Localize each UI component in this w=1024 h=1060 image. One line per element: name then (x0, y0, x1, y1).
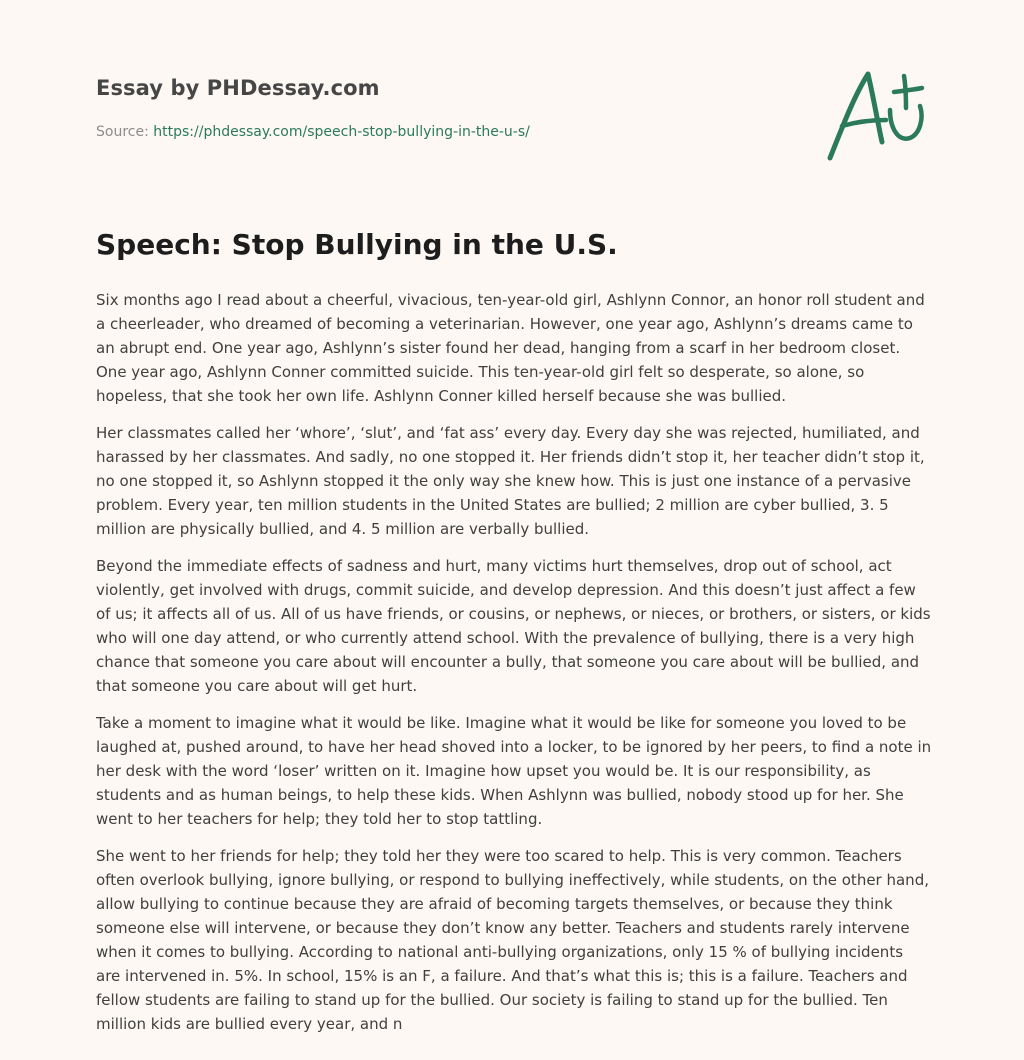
source-link[interactable]: https://phdessay.com/speech-stop-bullying-in-the-u-s/ (153, 124, 530, 140)
source-line (96, 124, 530, 140)
paragraph: She went to her friends for help; they told her they were too scared to help. This is very common. Teachers often overlook bullying, ignore bullying, or respond to bullying ineffectively, while students, on the other hand, allow bullying to continue because they are afraid of becoming targets themselves, or because they think someone else will intervene, or because they don’t know any better. Teachers and students rarely intervene when it comes to bullying. According to national anti-bullying organizations, only 15 % of bullying incidents are intervened in. 5%. In school, 15% is an F, a failure. And that’s what this is; this is a failure. Teachers and fellow students are failing to stand up for the bullied. Our society is failing to stand up for the bullied. Ten million kids are bullied every year, and n (96, 847, 929, 1033)
site-title: Essay by PHDessay.com (96, 76, 380, 100)
page-header (96, 0, 932, 200)
document-body (96, 288, 932, 1036)
paragraph: Beyond the immediate effects of sadness and hurt, many victims hurt themselves, drop out of school, act violently, get involved with drugs, commit suicide, and develop depression. And this doesn’t just affect a few of us; it affects all of us. All of us have friends, or cousins, or nephews, or nieces, or brothers, or sisters, or kids who will one day attend, or who currently attend school. With the prevalence of bullying, there is a very high chance that someone you care about will encounter a bully, that someone you care about will be bullied, and that someone you care about will get hurt. (96, 557, 931, 695)
a-plus-logo-icon (824, 66, 934, 166)
paragraph: Her classmates called her ‘whore’, ‘slut’, and ‘fat ass’ every day. Every day she was rejected, humiliated, and harassed by her classmates. And sadly, no one stopped it. Her friends didn’t stop it, her teacher didn’t stop it, no one stopped it, so Ashlynn stopped it the only way she knew how. This is just one instance of a pervasive problem. Every year, ten million students in the United States are bullied; 2 million are cyber bullied, 3. 5 million are physically bullied, and 4. 5 million are verbally bullied. (96, 424, 925, 538)
source-label: Source: (96, 124, 154, 140)
paragraph: Take a moment to imagine what it would be like. Imagine what it would be like for someone you loved to be laughed at, pushed around, to have her head shoved into a locker, to be ignored by her peers, to find a note in her desk with the word ‘loser’ written on it. Imagine how upset you would be. It is our responsibility, as students and as human beings, to help these kids. When Ashlynn was bullied, nobody stood up for her. She went to her teachers for help; they told her to stop tattling. (96, 714, 932, 828)
document-title: Speech: Stop Bullying in the U.S. (96, 228, 618, 261)
paragraph: Six months ago I read about a cheerful, vivacious, ten-year-old girl, Ashlynn Connor, an honor roll student and a cheerleader, who dreamed of becoming a veterinarian. However, one year ago, Ashlynn’s dreams came to an abrupt end. One year ago, Ashlynn’s sister found her dead, hanging from a scarf in her bedroom closet. One year ago, Ashlynn Conner committed suicide. This ten-year-old girl felt so desperate, so alone, so hopeless, that she took her own life. Ashlynn Conner killed herself because she was bullied. (96, 291, 925, 405)
